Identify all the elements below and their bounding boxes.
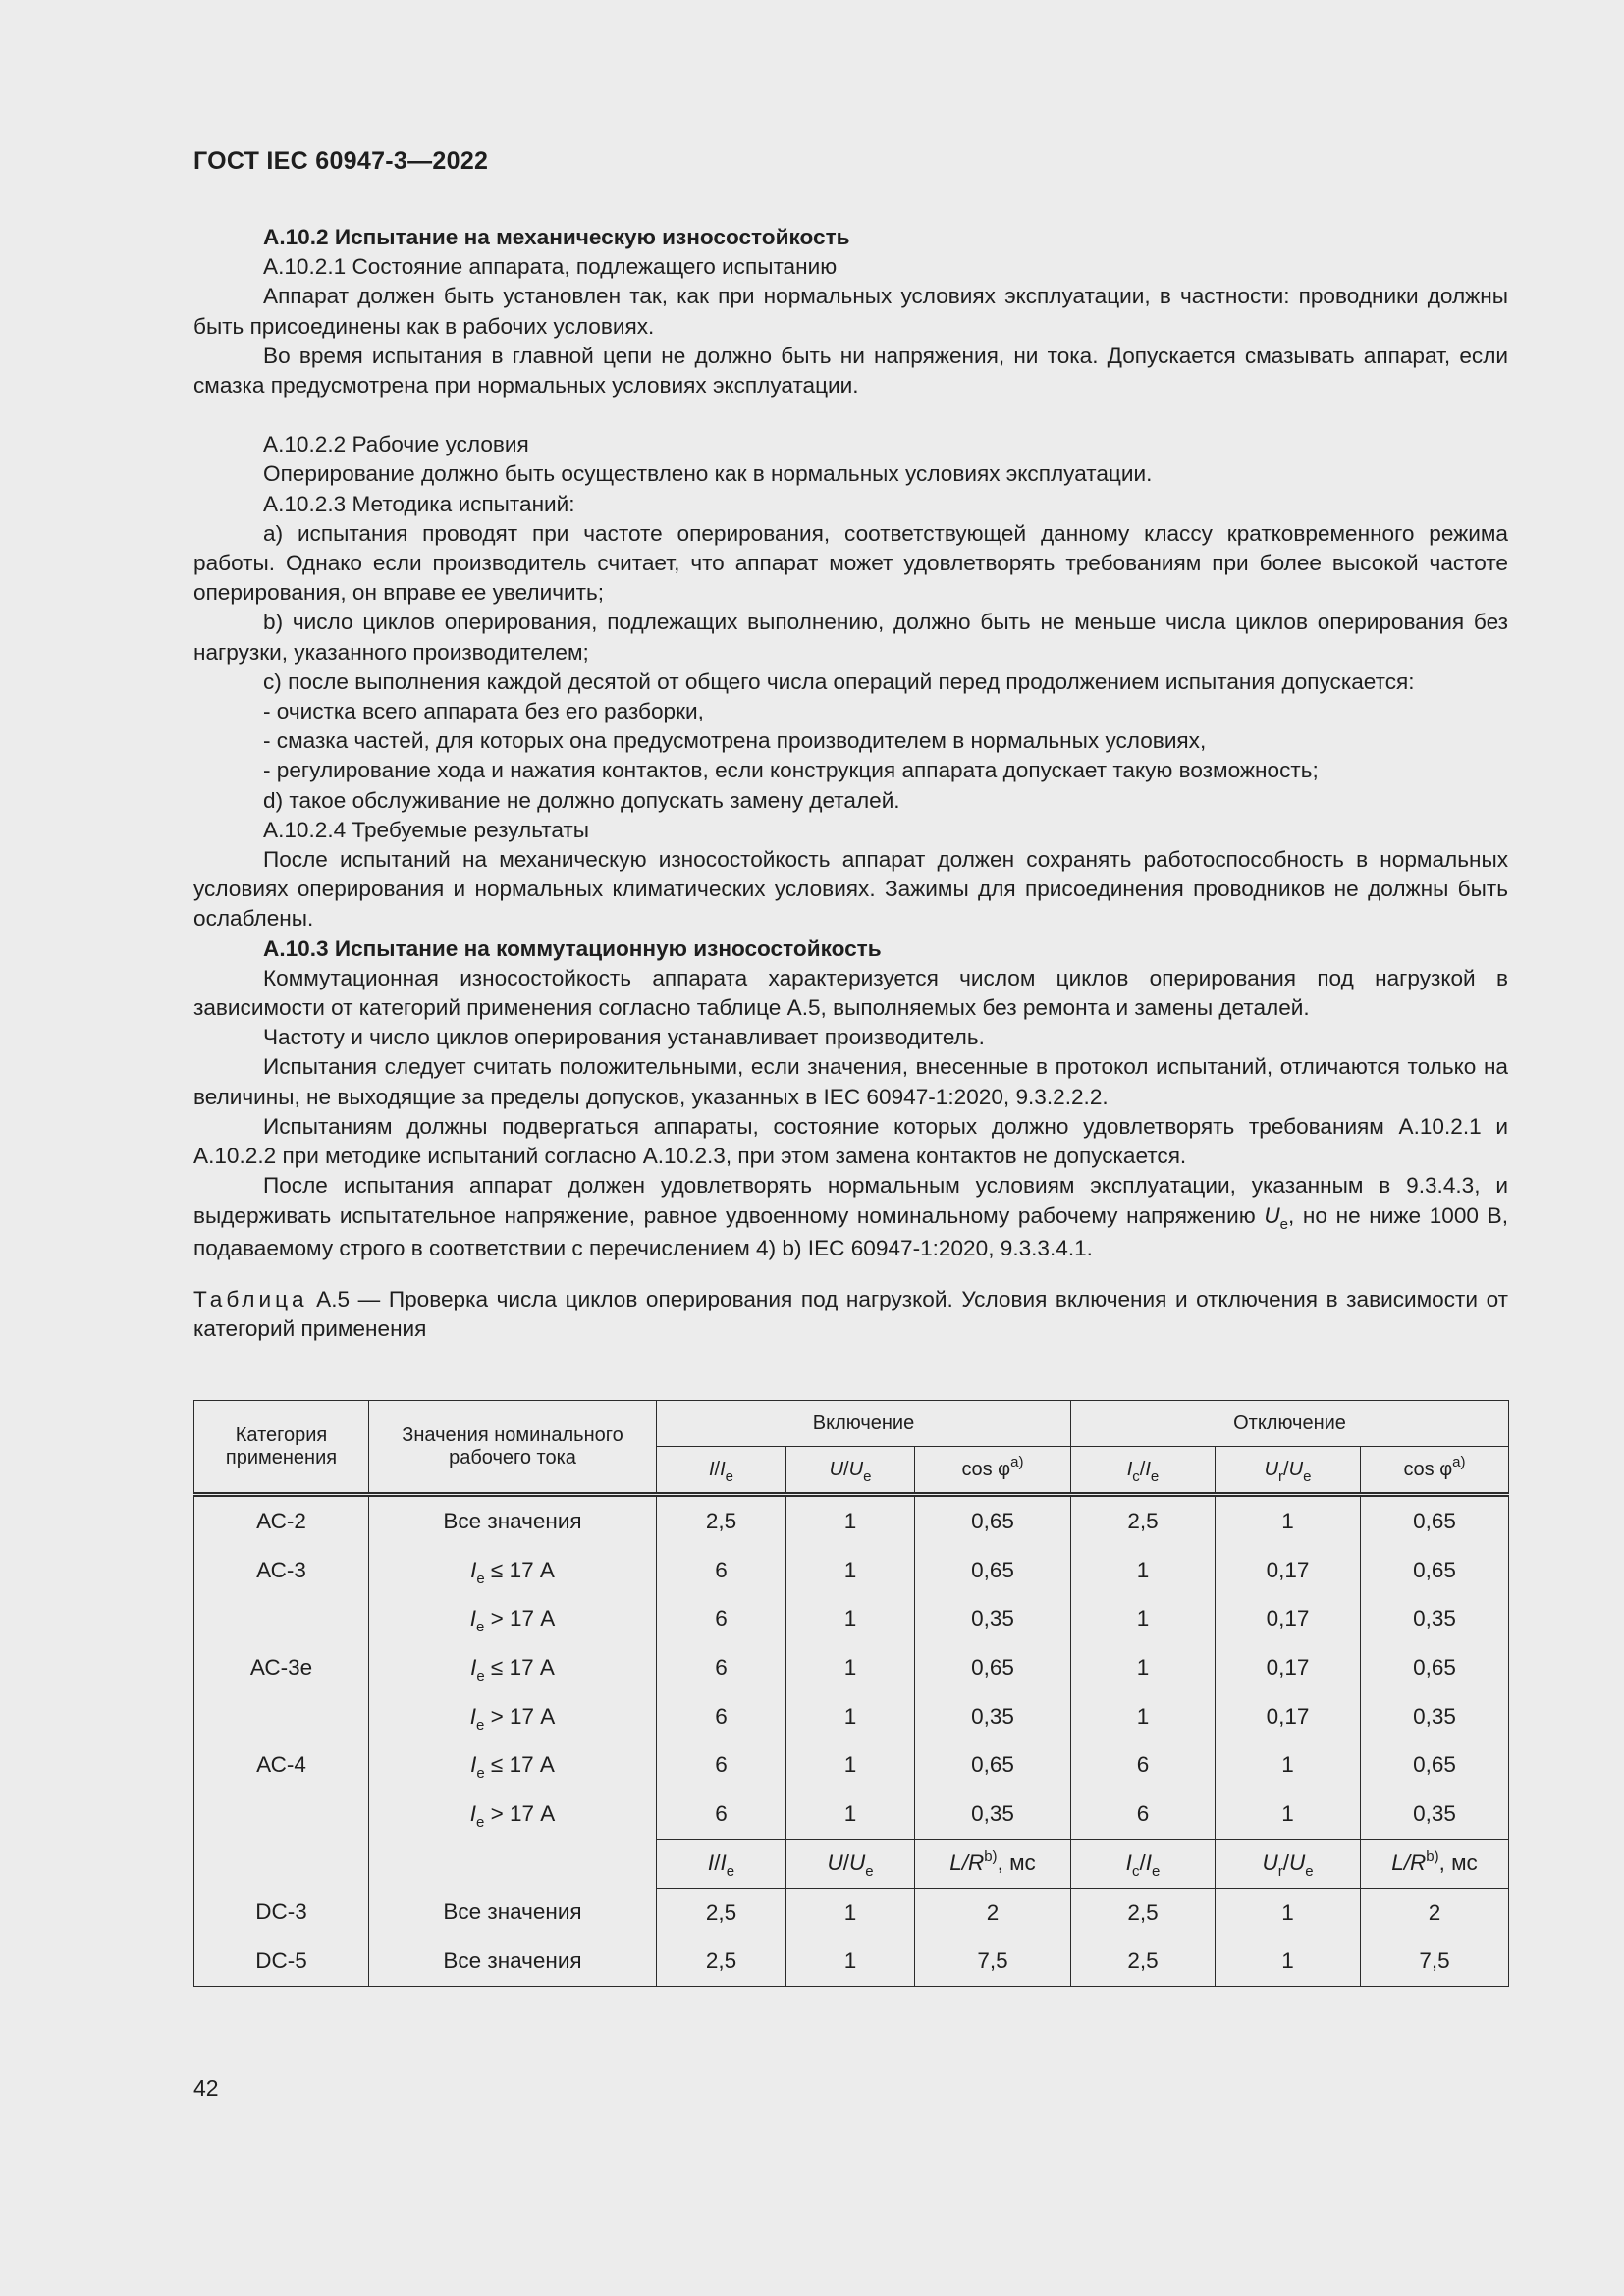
list-item: d) такое обслуживание не должно допускать замену деталей.	[263, 787, 900, 813]
paragraph: Частоту и число циклов оперирования устанавливает производитель.	[263, 1025, 985, 1050]
value-cell: 2,5	[657, 1938, 786, 1987]
value-cell: 6	[657, 1740, 786, 1789]
table-row	[194, 1692, 1509, 1741]
value-cell: 1	[1071, 1546, 1216, 1595]
value-cell: 0,17	[1216, 1643, 1361, 1692]
header-i-ie: $I/I_e$	[657, 1839, 786, 1888]
value-cell: 1	[786, 1495, 915, 1546]
value-cell: 1	[786, 1740, 915, 1789]
cycles-table	[193, 1400, 1509, 1987]
header-u-ue: $U/U_e$	[786, 1447, 915, 1495]
header-cos: $\cos \varphi^{a)}$	[1361, 1447, 1509, 1495]
paragraph: Испытания следует считать положительными, если значения, внесенные в протокол испытаний, отличаются только на величины, не выходящие за пределы допусков, указанных в IEC 60947-1:2020, 9.3.2.2.2.	[193, 1054, 1508, 1109]
value-cell: 0,35	[1361, 1692, 1509, 1741]
category-cell: АС-3	[194, 1546, 369, 1595]
value-cell: 2	[1361, 1888, 1509, 1937]
table-row	[194, 1594, 1509, 1643]
header-ic-ie: $I_c/I_e$	[1071, 1839, 1216, 1888]
value-cell: 1	[1216, 1495, 1361, 1546]
value-cell: 0,65	[915, 1740, 1071, 1789]
list-item: b) число циклов оперирования, подлежащих выполнению, должно быть не меньше числа циклов оперирования без нагрузки, указанного производителем;	[193, 610, 1508, 665]
category-cell: АС-3е	[194, 1643, 369, 1692]
subsection-title: А.10.2.3 Методика испытаний:	[263, 491, 575, 516]
document-header: ГОСТ IEC 60947-3—2022	[193, 147, 489, 175]
section-title: А.10.2 Испытание на механическую износостойкость	[263, 225, 850, 249]
current-cell: $I_e \le 17$ А	[369, 1740, 657, 1789]
current-cell: $I_e \le 17$ А	[369, 1546, 657, 1595]
paragraph: Аппарат должен быть установлен так, как при нормальных условиях эксплуатации, в частности: проводники должны быть присоединены как в рабочих условиях.	[193, 284, 1508, 339]
value-cell: 0,35	[915, 1789, 1071, 1839]
value-cell: 1	[1216, 1938, 1361, 1987]
value-cell: 0,35	[915, 1594, 1071, 1643]
header-break: Отключение	[1071, 1401, 1509, 1447]
value-cell: 0,65	[915, 1643, 1071, 1692]
header-lr: $L/R^{b)}$, мс	[1361, 1839, 1509, 1888]
table-row	[194, 1789, 1509, 1839]
header-ur-ue: $U_r/U_e$	[1216, 1839, 1361, 1888]
value-cell: 1	[1071, 1643, 1216, 1692]
section-title: А.10.3 Испытание на коммутационную износостойкость	[263, 935, 882, 961]
value-cell: 0,65	[915, 1495, 1071, 1546]
dash-item: - смазка частей, для которых она предусмотрена производителем в нормальных условиях,	[263, 728, 1207, 754]
value-cell: 1	[1216, 1888, 1361, 1937]
value-cell: 1	[786, 1888, 915, 1937]
category-cell	[194, 1594, 369, 1643]
value-cell: 7,5	[915, 1938, 1071, 1987]
value-cell: 0,35	[915, 1692, 1071, 1741]
value-cell: 2	[915, 1888, 1071, 1937]
value-cell: 1	[786, 1643, 915, 1692]
value-cell: 6	[657, 1546, 786, 1595]
value-cell: 1	[786, 1594, 915, 1643]
current-cell: $I_e > 17$ А	[369, 1692, 657, 1741]
paragraph: Испытаниям должны подвергаться аппараты, состояние которых должно удовлетворять требованиям А.10.2.1 и А.10.2.2 при методике испытаний согласно А.10.2.3, при этом замена контактов не допускается.	[193, 1113, 1508, 1169]
value-cell: 2,5	[657, 1495, 786, 1546]
table-row	[194, 1740, 1509, 1789]
value-cell: 1	[786, 1938, 915, 1987]
current-cell: Все значения	[369, 1495, 657, 1546]
dash-item: - регулирование хода и нажатия контактов, если конструкция аппарата допускает такую возможность;	[263, 758, 1319, 783]
value-cell: 1	[1216, 1740, 1361, 1789]
value-cell: 2,5	[1071, 1495, 1216, 1546]
value-cell: 6	[657, 1789, 786, 1839]
header-ur-ue: $U_r/U_e$	[1216, 1447, 1361, 1495]
value-cell: 0,65	[1361, 1643, 1509, 1692]
value-cell: 0,17	[1216, 1594, 1361, 1643]
header-cos: $\cos \varphi^{a)}$	[915, 1447, 1071, 1495]
value-cell: 0,35	[1361, 1789, 1509, 1839]
page-number: 42	[193, 2075, 219, 2101]
value-cell: 6	[657, 1643, 786, 1692]
value-cell: 1	[1071, 1594, 1216, 1643]
header-i-ie: $I/I_e$	[657, 1447, 786, 1495]
value-cell: 2,5	[657, 1888, 786, 1937]
table-row	[194, 1888, 1509, 1937]
header-make: Включение	[657, 1401, 1071, 1447]
current-cell: Все значения	[369, 1938, 657, 1987]
subsection-title: А.10.2.4 Требуемые результаты	[263, 817, 589, 842]
header-current: Значения номинального рабочего тока	[369, 1401, 657, 1495]
category-cell: DC-5	[194, 1938, 369, 1987]
value-cell: 0,17	[1216, 1546, 1361, 1595]
value-cell: 1	[1071, 1692, 1216, 1741]
category-cell: DC-3	[194, 1888, 369, 1937]
dash-item: - очистка всего аппарата без его разборки,	[263, 699, 704, 724]
value-cell: 7,5	[1361, 1938, 1509, 1987]
value-cell: 2,5	[1071, 1938, 1216, 1987]
value-cell: 2,5	[1071, 1888, 1216, 1937]
paragraph: После испытаний на механическую износостойкость аппарат должен сохранять работоспособность в нормальных условиях оперирования и нормальных климатических условиях. Зажимы для присоединения проводников не должны быть ослаблены.	[193, 847, 1508, 932]
table-row	[194, 1643, 1509, 1692]
header-lr: $L/R^{b)}$, мс	[915, 1839, 1071, 1888]
subsection-title: А.10.2.1 Состояние аппарата, подлежащего испытанию	[263, 254, 838, 280]
value-cell: 6	[657, 1594, 786, 1643]
value-cell: 0,65	[1361, 1740, 1509, 1789]
value-cell: 0,17	[1216, 1692, 1361, 1741]
paragraph: Во время испытания в главной цепи не должно быть ни напряжения, ни тока. Допускается смазывать аппарат, если смазка предусмотрена при нормальных условиях эксплуатации.	[193, 343, 1508, 399]
value-cell: 6	[1071, 1789, 1216, 1839]
header-u-ue: $U/U_e$	[786, 1839, 915, 1888]
list-item: с) после выполнения каждой десятой от общего числа операций перед продолжением испытания допускается:	[263, 668, 1415, 694]
value-cell: 1	[786, 1789, 915, 1839]
current-cell: $I_e > 17$ А	[369, 1789, 657, 1839]
header-ic-ie: $I_c/I_e$	[1071, 1447, 1216, 1495]
header-category: Категория применения	[194, 1401, 369, 1495]
value-cell: 0,65	[1361, 1495, 1509, 1546]
table-row	[194, 1495, 1509, 1546]
value-cell: 1	[786, 1692, 915, 1741]
category-cell	[194, 1692, 369, 1741]
category-cell: АС-2	[194, 1495, 369, 1546]
value-cell: 1	[1216, 1789, 1361, 1839]
document-body	[193, 223, 1508, 1344]
table-row	[194, 1938, 1509, 1987]
current-cell: $I_e > 17$ А	[369, 1594, 657, 1643]
category-cell: АС-4	[194, 1740, 369, 1789]
current-cell: $I_e \le 17$ А	[369, 1643, 657, 1692]
paragraph: Оперирование должно быть осуществлено как в нормальных условиях эксплуатации.	[263, 461, 1153, 487]
value-cell: 6	[1071, 1740, 1216, 1789]
value-cell: 0,65	[915, 1546, 1071, 1595]
value-cell: 6	[657, 1692, 786, 1741]
list-item: а) испытания проводят при частоте оперирования, соответствующей данному классу кратковременного режима работы. Однако если производитель считает, что аппарат может удовлетворять требованиям при более высокой частоте оперирования, он вправе ее увеличить;	[193, 520, 1508, 606]
table-row	[194, 1546, 1509, 1595]
value-cell: 1	[786, 1546, 915, 1595]
subsection-title: А.10.2.2 Рабочие условия	[263, 432, 529, 457]
value-cell: 0,35	[1361, 1594, 1509, 1643]
paragraph: Коммутационная износостойкость аппарата характеризуется числом циклов оперирования под нагрузкой в зависимости от категорий применения согласно таблице А.5, выполняемых без ремонта и замены деталей.	[193, 965, 1508, 1021]
table-caption: Таблица А.5 — Проверка числа циклов оперирования под нагрузкой. Условия включения и отключения в зависимости от категорий применения	[193, 1286, 1508, 1342]
current-cell: Все значения	[369, 1888, 657, 1937]
value-cell: 0,65	[1361, 1546, 1509, 1595]
paragraph: После испытания аппарат должен удовлетворять нормальным условиям эксплуатации, указанным в 9.3.4.3, и выдерживать испытательное напряжение, равное удвоенному номинальному рабочему напряжению $U_e$, но не ниже 1000 В, подаваемому строго в соответствии с перечислением 4) b) IEC 60947-1:2020, 9.3.3.4.1.	[193, 1173, 1508, 1260]
category-cell	[194, 1789, 369, 1839]
